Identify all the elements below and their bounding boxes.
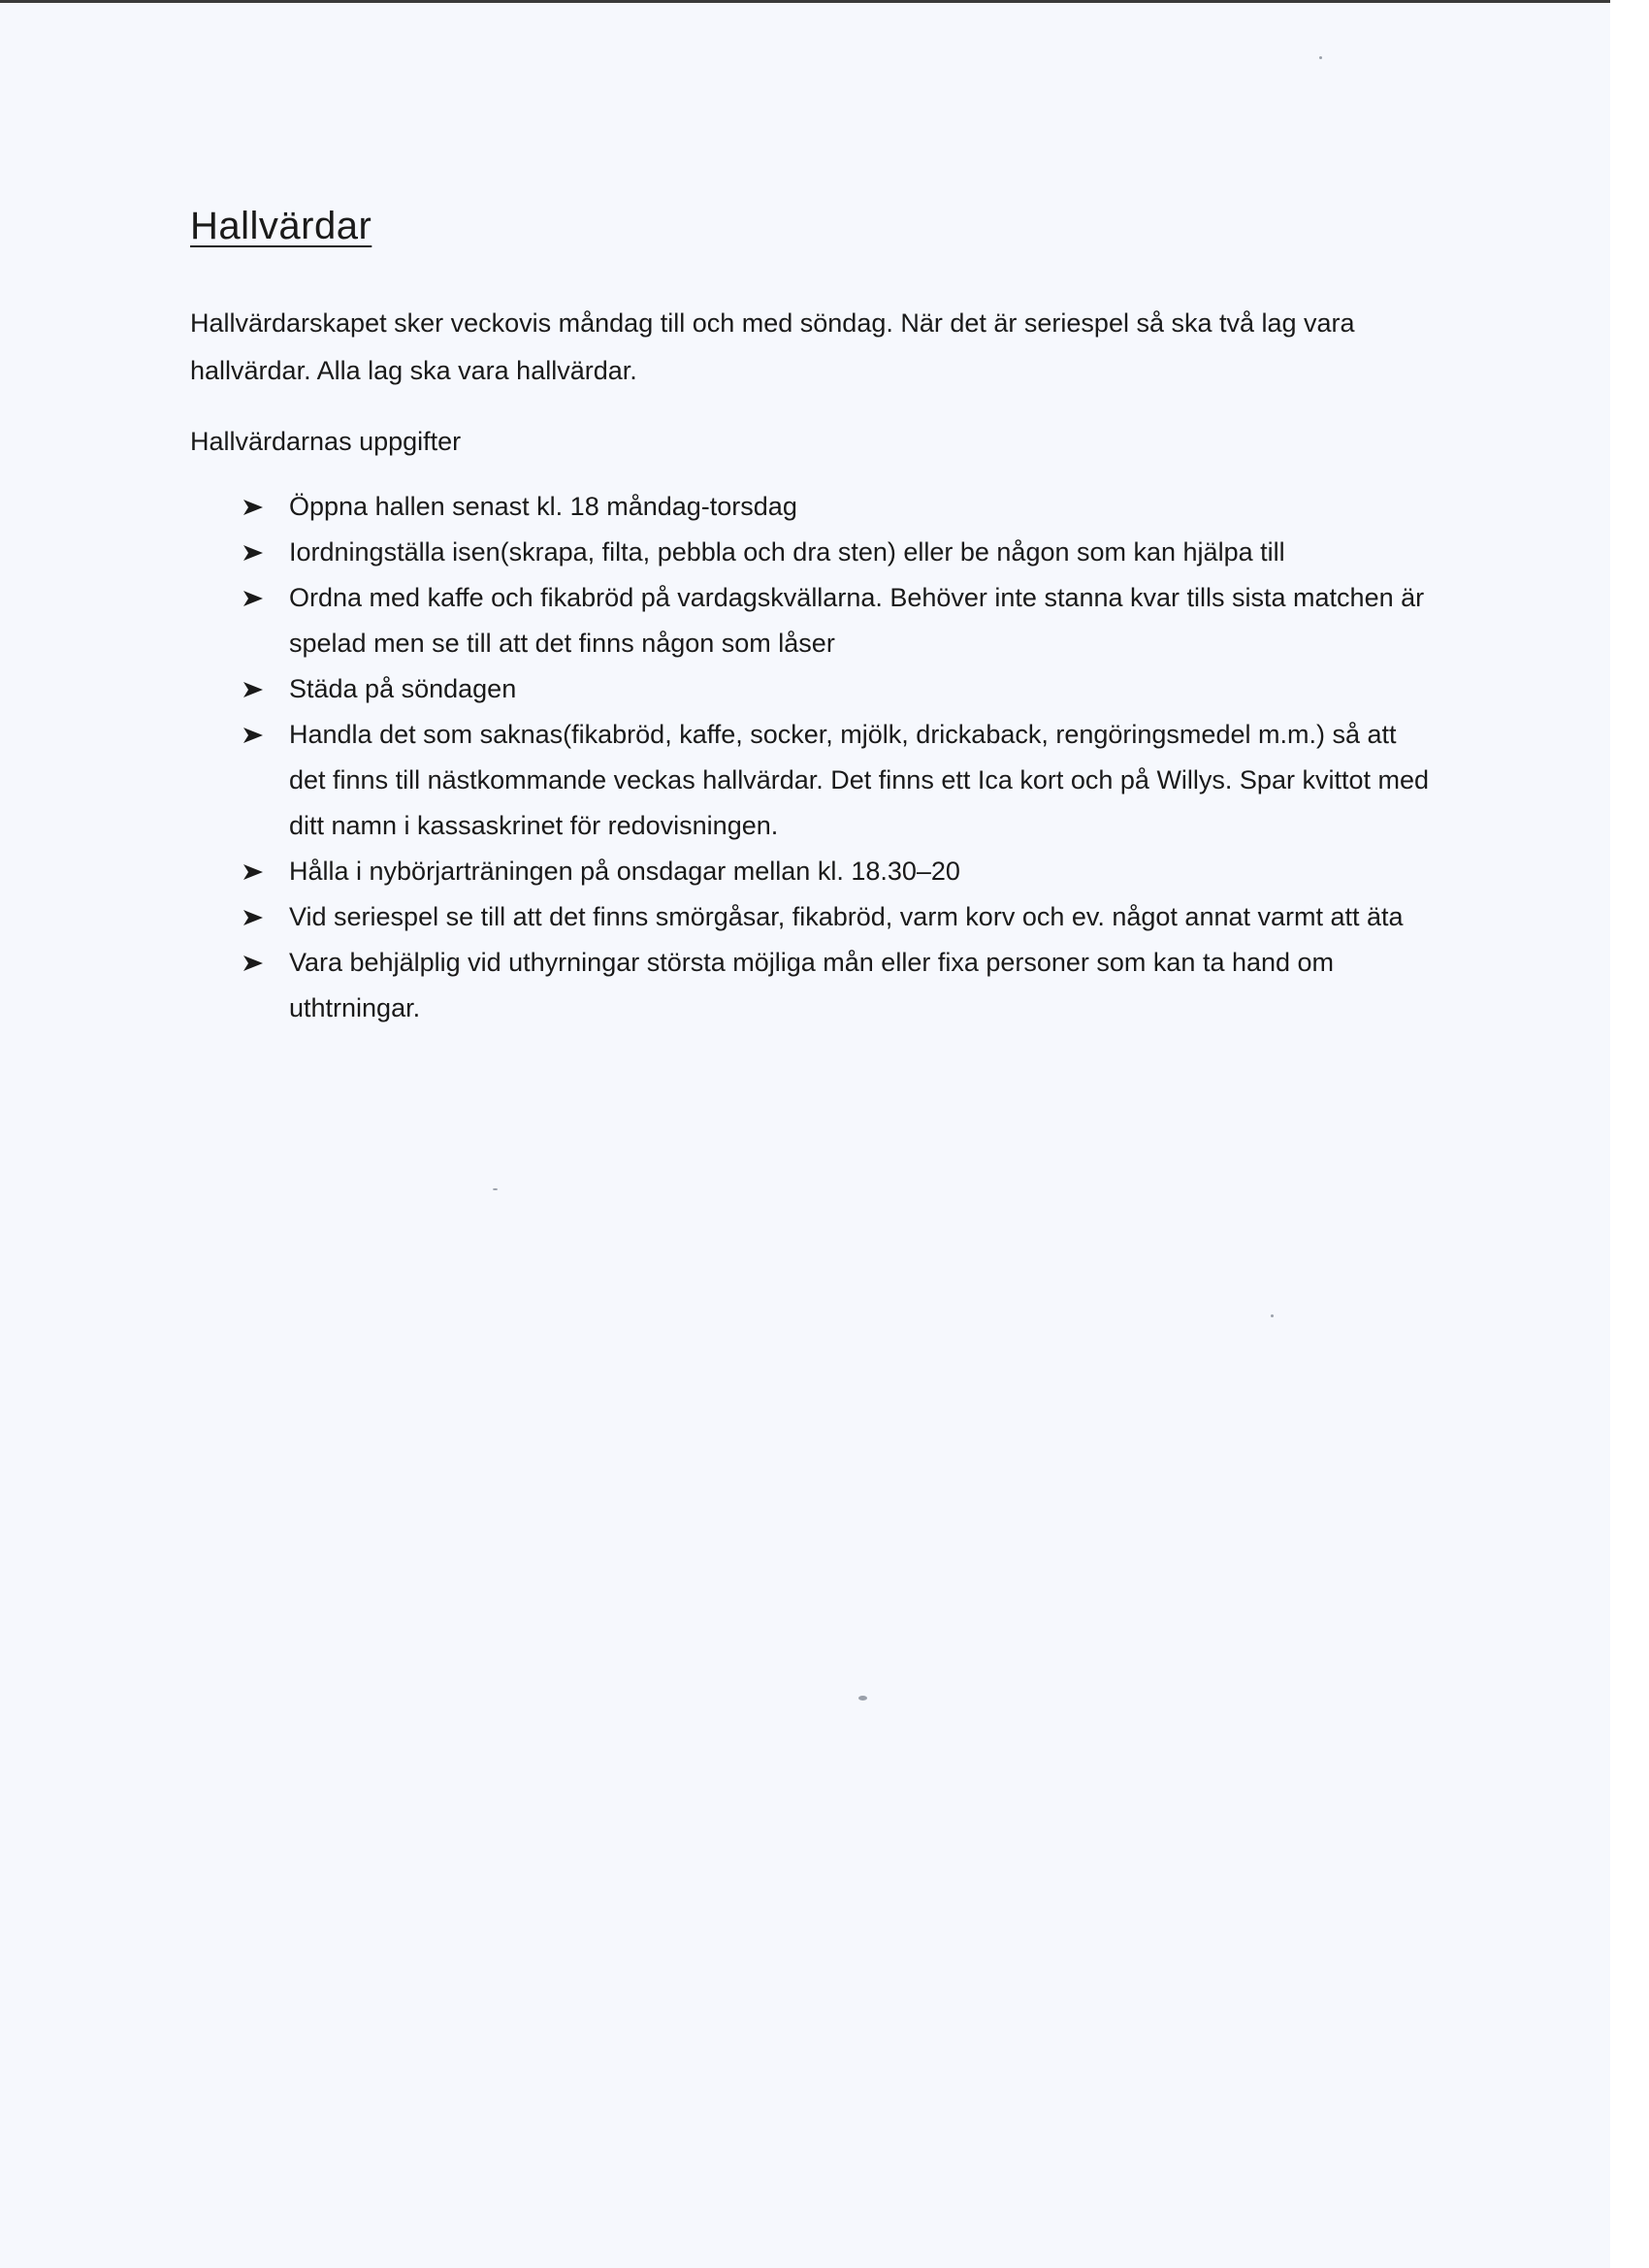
arrowhead-bullet-icon xyxy=(242,909,264,926)
arrowhead-bullet-icon xyxy=(242,499,264,516)
task-text: Handla det som saknas(fikabröd, kaffe, socker, mjölk, drickaback, rengöringsmedel m.m.) så att det finns till nästkommande veckas hallvärdar. Det finns ett Ica kort och på Willys. Spar kvittot med ditt namn i kassaskrinet för redovisningen. xyxy=(289,720,1430,840)
task-text: Städa på söndagen xyxy=(289,674,517,703)
task-item xyxy=(190,484,1434,530)
task-text: Ordna med kaffe och fikabröd på vardagskvällarna. Behöver inte stanna kvar tills sista matchen är spelad men se till att det finns någon som låser xyxy=(289,583,1425,658)
arrowhead-bullet-icon xyxy=(242,863,264,881)
page-title: Hallvärdar xyxy=(190,205,372,247)
task-text: Vara behjälplig vid uthyrningar största möjliga mån eller fixa personer som kan ta hand om uthtrningar. xyxy=(289,948,1335,1022)
task-item xyxy=(190,666,1434,712)
task-text: Iordningställa isen(skrapa, filta, pebbla och dra sten) eller be någon som kan hjälpa till xyxy=(289,537,1285,567)
arrowhead-bullet-icon xyxy=(242,727,264,744)
scan-speck xyxy=(493,1188,498,1190)
scan-speck xyxy=(858,1696,867,1701)
intro-paragraph: Hallvärdarskapet sker veckovis måndag till och med söndag. När det är seriespel så ska två lag vara hallvärdar. Alla lag ska vara hallvärdar. xyxy=(190,308,1355,385)
arrowhead-bullet-icon xyxy=(242,590,264,607)
task-item xyxy=(190,940,1434,1031)
arrowhead-bullet-icon xyxy=(242,544,264,562)
task-text: Vid seriespel se till att det finns smörgåsar, fikabröd, varm korv och ev. något annat varmt att äta xyxy=(289,902,1404,931)
task-item xyxy=(190,849,1434,894)
arrowhead-bullet-icon xyxy=(242,955,264,972)
document-page xyxy=(190,199,1441,1031)
task-text: Öppna hallen senast kl. 18 måndag-torsdag xyxy=(289,492,797,521)
tasks-subheading: Hallvärdarnas uppgifter xyxy=(190,427,462,456)
task-item xyxy=(190,530,1434,575)
task-item xyxy=(190,894,1434,940)
task-item xyxy=(190,575,1434,666)
task-item xyxy=(190,712,1434,849)
arrowhead-bullet-icon xyxy=(242,681,264,698)
scan-speck xyxy=(1319,56,1322,59)
task-list xyxy=(190,484,1441,1031)
scan-speck xyxy=(1271,1314,1274,1317)
scan-right-edge xyxy=(1610,0,1649,2268)
task-text: Hålla i nybörjarträningen på onsdagar mellan kl. 18.30–20 xyxy=(289,857,960,886)
scan-top-edge xyxy=(0,0,1610,3)
